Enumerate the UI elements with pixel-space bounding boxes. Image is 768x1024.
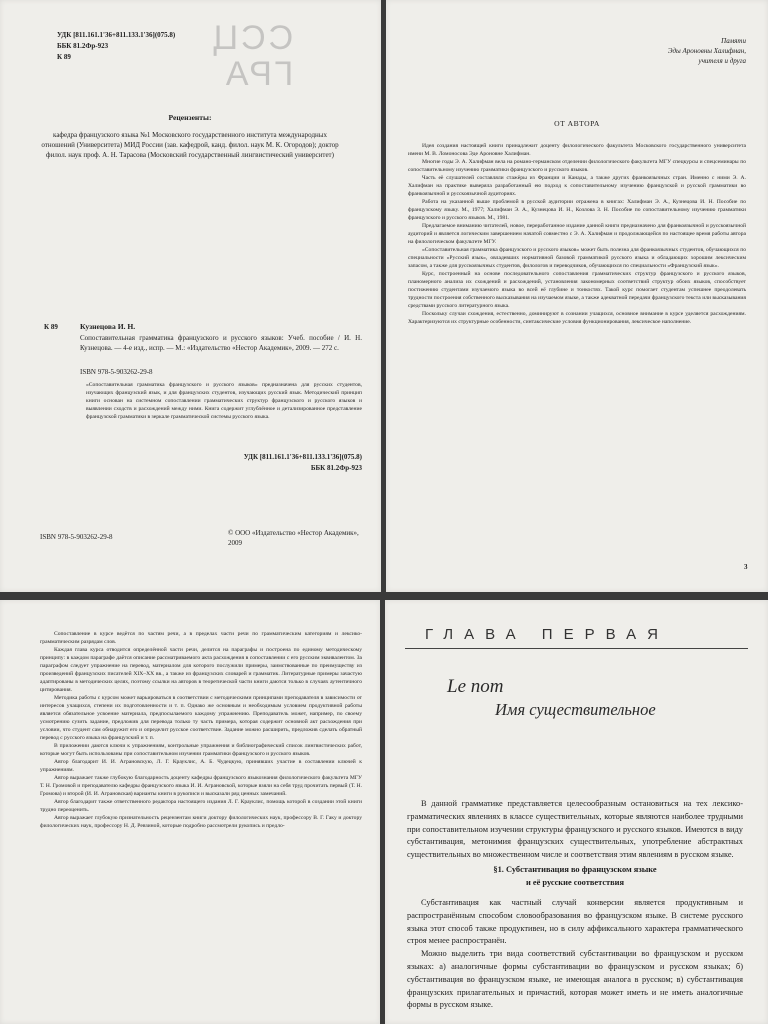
section-text <box>407 897 743 1012</box>
foreword-text <box>408 142 746 326</box>
foreword-paragraph: Автор благодарит также ответственного редактора настоящего издания Л. Г. Крауклис, помощь которой в создании этой книги трудно переоценить. <box>40 799 362 813</box>
bleed-through-shadow: ССЦ ГРА <box>210 19 294 93</box>
page-number: 3 <box>744 563 748 571</box>
isbn-bottom: ISBN 978-5-903262-29-8 <box>40 533 113 541</box>
dedication-line-1: Памяти <box>721 37 746 45</box>
foreword-paragraph: Идея создания настоящей книги принадлежит доценту филологического факультета Московского государственного университета имени М. В. Ломоносова Эде Ароновне Халифман. <box>408 143 746 157</box>
foreword-paragraph: Поскольку случаи схождения, естественно, доминируют в сознании учащихся, основное внимание в курсе уделяется расхождениям. Характеризуются их структурные особенности, синтаксические условия функционирования, лексическое наполнение. <box>408 311 746 325</box>
bbk-bottom: ББК 81.2Фр-923 <box>310 464 362 472</box>
chapter-title-ru: Имя существительное <box>495 700 656 719</box>
annotation: «Сопоставительная грамматика французского и русского языков» предназначена для русских студентов, изучающих французский язык, и для французских студентов, изучающих русский язык. Методический принцип книги основан на системном сопоставлении грамматических структур французского и русского языков и выявлении сходств и расхождений между ними. Книга содержит углублённое и детализированное представление французской грамматики в зеркале грамматической системы русского языка. <box>86 382 362 420</box>
k89-top: К 89 <box>57 53 71 61</box>
chapter-intro <box>407 798 743 862</box>
dedication <box>586 36 746 67</box>
intro-paragraph: В данной грамматике представляется целесообразным остановиться на тех лексико-грамматических явлениях в классе существительных, которые являются наиболее трудными при сопоставительном изучении структуры французского и русского языков. Имеются в виду субстантивация, метонимия французских существительных, употребление абстрактных существительных во множественном числе и соответствия этим явлениям в русском языке. <box>407 799 743 860</box>
page-foreword-continued <box>0 600 380 1024</box>
foreword-paragraph: «Сопоставительная грамматика французского и русского языков» может быть полезна для франкоязычных студентов, обучающихся по специальности «Русский язык», овладевших нормативной базовой грамматикой русского языка и обладающих хорошим лексическим запасом, а также для русскоязычных студентов, филологов и переводчиков, обучающихся по специальности «Французский язык». <box>408 247 746 269</box>
foreword-heading: ОТ АВТОРА <box>554 119 600 128</box>
isbn-line: ISBN 978-5-903262-29-8 <box>80 368 153 376</box>
foreword-paragraph: Каждая глава курса отводится определённой части речи, делится на параграфы и построена по единому методическому принципу: в каждом параграфе даётся описание рассматриваемого акта расхождения в сопоставлении с его русским эквивалентом. За параграфом следует упражнение на перевод, материалом для которого послужили примеры, заимствованные по преимуществу из произведений французских писателей XIX–XX вв., а также из французских словарей и грамматик. Литературные примеры зачастую адаптированы в методических целях, поэтому ссылки на авторов в теоретической части книги даются только в случаях аутентичного цитирования. <box>40 647 362 693</box>
reviewers-text: кафедра французского языка №1 Московского государственного института международных отношений (Университета) МИД России (зав. кафедрой, канд. филол. наук М. К. Огородов); доктор филол. наук проф. А. Н. Тарасова (Московский государственный лингвистический университет) <box>41 131 339 160</box>
section-title-line-2: и её русские соответствия <box>525 877 625 887</box>
bibliographic-entry: Сопоставительная грамматика французского и русского языков: Учеб. пособие / И. Н. Кузнецова. — 4-е изд., испр. — М.: «Издательство «Нестор Академик», 2009. — 272 с. <box>80 334 362 353</box>
foreword-paragraph: Автор выражает также глубокую благодарность доценту кафедры французского языкознания филологического факультета МГУ Т. Н. Громовой и преподавателю кафедры французского языка И. И. Аграновской, которые взяли на себя труд прочитать первый (Т. Н. Громова) и второй (И. И. Аграновская) варианты книги в рукописи и высказали ряд ценных замечаний. <box>40 775 362 797</box>
section-paragraph: Можно выделить три вида соответствий субстантивации во французском и русском языках: а) аналогичные формы субстантивации во французском и русском языках; б) субстантивация во французском языке, не имеющая аналога в русском; в) субстантивация французских прилагательных и причастий, которая может иметь и не иметь аналогичные формы в русском языке. <box>407 949 743 1010</box>
copyright: © ООО «Издательство «Нестор Академик», 2009 <box>228 529 359 548</box>
page-imprint <box>0 0 381 592</box>
foreword-paragraph: Методика работы с курсом может варьироваться в соответствии с методическими принципами преподавателя в зависимости от интересов учащихся, степени их подготовленности и т. п. Однако же основным и необходимым условием продуктивной работы является обязательное усвоение материала, предпосылаемого каждому упражнению. Преподаватель может, например, по своему усмотрению сузить задание, предложив для перевода только ту часть примера, которая содержит основной акт расхождения при условии, что студент сам обнаружит его и определит русское соответствие. Задание можно расширить, предложив сделать обратный перевод с русского языка на французский и т. п. <box>40 695 362 741</box>
udk-bottom: УДК [811.161.1'36+811.133.1'36](075.8) <box>243 453 362 461</box>
foreword-paragraph: Часть её слушателей составляли стажёры из Франции и Канады, а также других франкоязычных стран. Именно с ними Э. А. Халифман на практике выверяла разработанный ею подход к сопоставительному изучению французской и русской грамматики во франкоязычной и русскоязычной аудиториях. <box>408 175 746 197</box>
section-paragraph: Субстантивация как частный случай конверсии является продуктивным и распространённым способом словообразования во французском языке. В системе русского языка этот способ также продуктивен, но в силу аффиксального характера грамматического строя менее распространён. <box>407 898 743 946</box>
chapter-title-fr: Le nom <box>447 676 504 697</box>
udk-top: УДК [811.161.1'36+811.133.1'36](075.8) <box>57 31 176 39</box>
foreword-paragraph: Работа на указанной выше проблемой в русской аудитории отражена в книгах: Халифман Э. А., Кузнецова И. Н. Пособие по французскому языку. М., 1977; Халифман Э. А., Кузнецова И. Н., Козлова З. Н. Пособие по сопоставительному изучению грамматики французского и русского языков. М., 1981. <box>408 199 746 221</box>
bbk-top: ББК 81.2Фр-923 <box>57 42 109 50</box>
foreword-paragraph: Предлагаемое вниманию читателей, новое, переработанное издание данной книги предназначено для франкоязычной и русскоязычной аудиторий и является логическим завершением начатой совместно с Э. А. Халифман и продолжающейся по настоящее время работы автора на филологическом факультете МГУ. <box>408 223 746 245</box>
foreword-paragraph: Курс, построенный на основе последовательного сопоставления грамматических структур французского и русского языков, планомерного анализа их схождений и расхождений, установления закономерных соответствий структур обоих языков, способствует постижению студентами изучаемого языка во всей её глубине и тонкостях. Такой курс помогает студентам успешнее преодолевать трудности построения собственного высказывания на изучаемом языке, а также адекватной передачи французского текста или высказывания средствами русского литературного языка. <box>408 271 746 309</box>
chapter-rule <box>405 648 748 649</box>
foreword-paragraph: Автор благодарит И. И. Аграновскую, Л. Г. Крауклис, А. Б. Чудецкую, принявших участие в составлении ключей к упражнениям. <box>40 759 362 773</box>
foreword-continued-text <box>40 630 362 830</box>
reviewers-title: Рецензенты: <box>168 113 212 122</box>
page-foreword <box>386 0 768 592</box>
page-chapter-one <box>385 600 768 1024</box>
foreword-paragraph: Автор выражает глубокую признательность рецензентам книги доктору филологических наук, профессору В. Г. Гаку и доктору филологических наук, профессору Н. Д. Ревзиной, которые подробно рассмотрели рукопись и предло- <box>40 815 362 829</box>
section-title <box>407 864 743 890</box>
dedication-line-3: учителя и друга <box>698 57 746 66</box>
k89-index: К 89 <box>44 323 58 331</box>
foreword-paragraph: Сопоставление в курсе ведётся по частям речи, а в пределах части речи по грамматическим категориям и лексико-грамматическим разрядам слов. <box>40 631 362 645</box>
foreword-paragraph: В приложении даются ключи к упражнениям, контрольные упражнения и библиографический список лингвистических работ, которые могут быть использованы при сопоставительном изучении грамматики французского и русского языков. <box>40 743 362 757</box>
foreword-paragraph: Многие годы Э. А. Халифман вела на романо-германском отделении филологического факультета МГУ спецкурсы и спецсеминары по сопоставительному изучению грамматики французского и русского языков. <box>408 159 746 173</box>
chapter-label: ГЛАВА ПЕРВАЯ <box>425 626 669 643</box>
author-name: Кузнецова И. Н. <box>80 322 136 331</box>
dedication-line-2: Эды Ароновны Халифман, <box>667 47 746 56</box>
section-title-line-1: §1. Субстантивация во французском языке <box>493 865 657 874</box>
